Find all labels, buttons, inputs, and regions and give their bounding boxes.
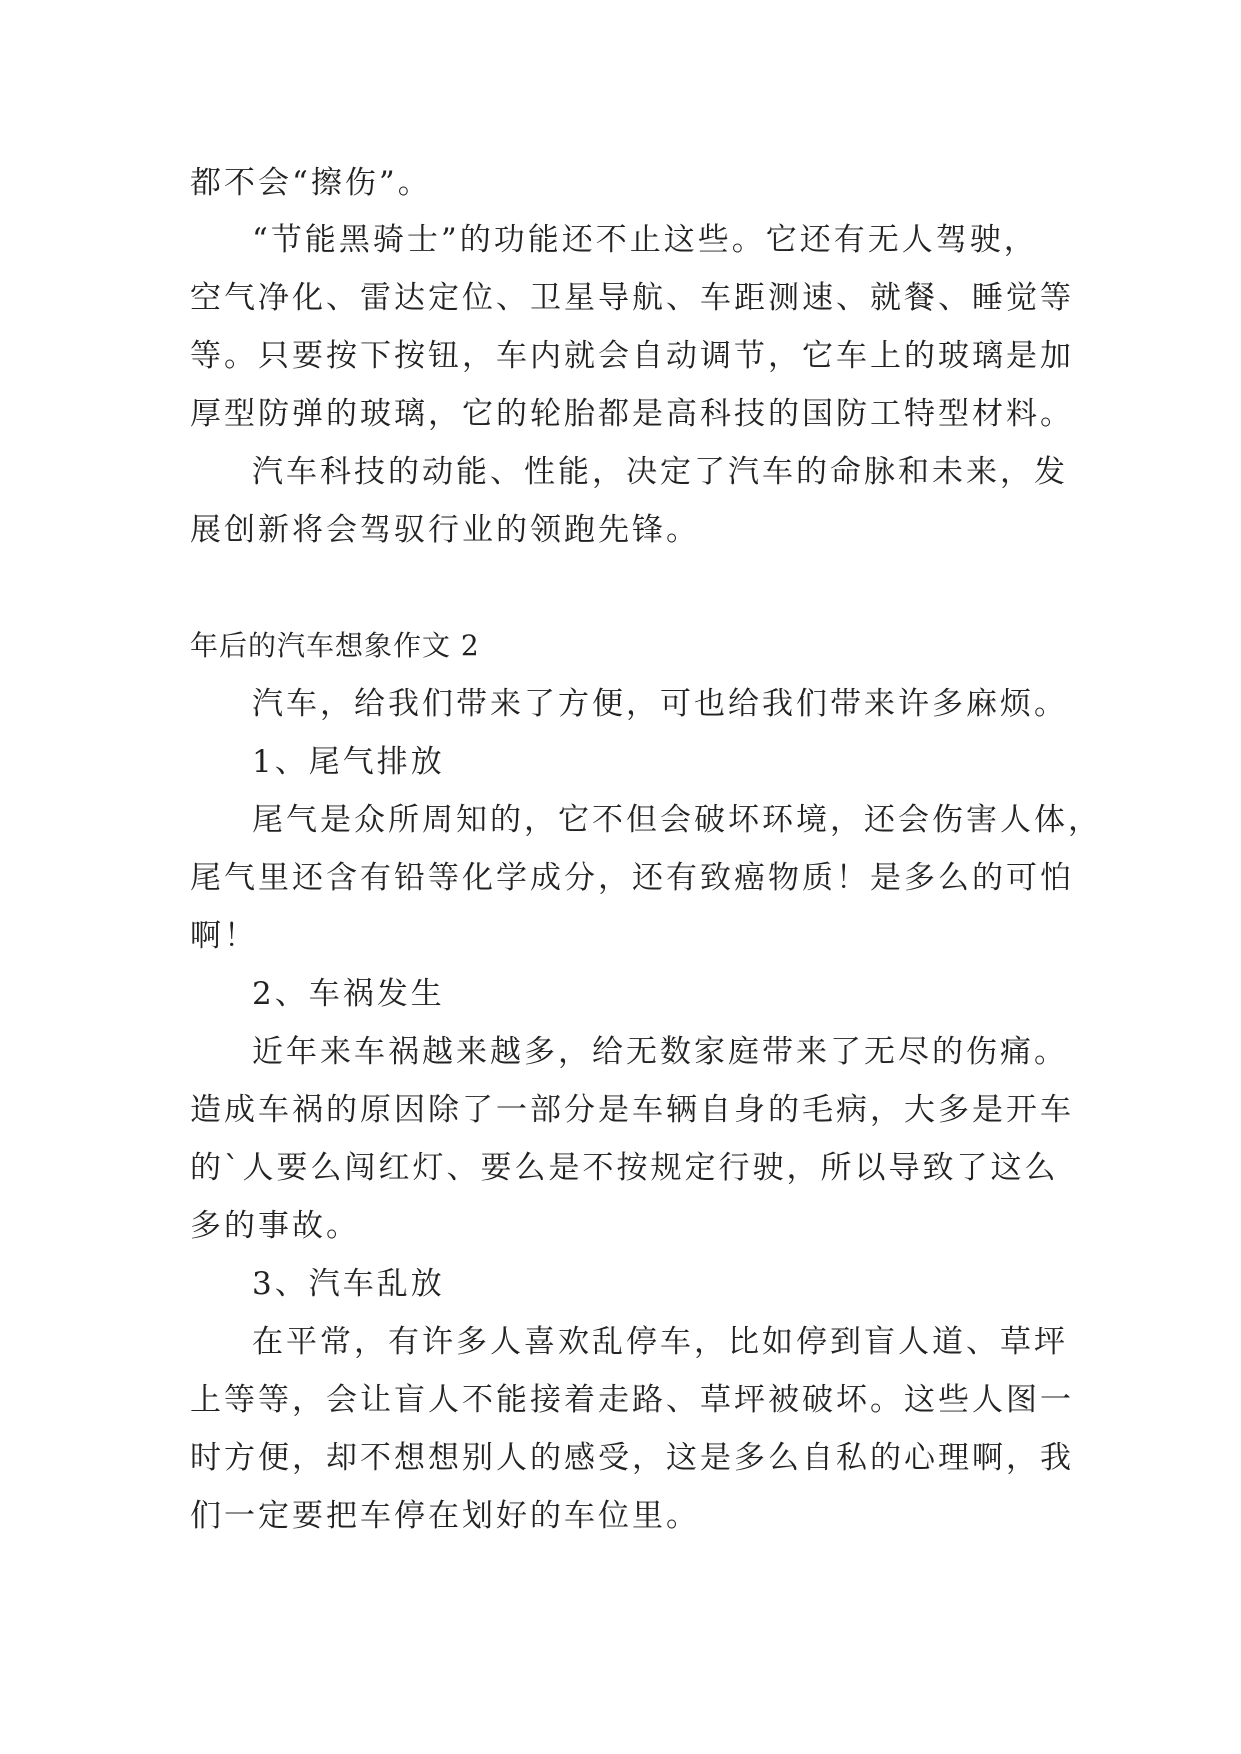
paragraph-line: 展创新将会驾驭行业的领跑先锋。 xyxy=(190,512,700,548)
list-heading: 2、车祸发生 xyxy=(252,976,445,1012)
paragraph-line: 时方便，却不想想别人的感受，这是多么自私的心理啊，我 xyxy=(190,1440,1074,1476)
paragraph-line: 尾气里还含有铅等化学成分，还有致癌物质！是多么的可怕 xyxy=(190,860,1074,896)
paragraph-line: 啊！ xyxy=(190,918,258,954)
paragraph-line: 在平常，有许多人喜欢乱停车，比如停到盲人道、草坪 xyxy=(252,1324,1068,1360)
list-heading: 3、汽车乱放 xyxy=(252,1266,445,1302)
paragraph-line: 们一定要把车停在划好的车位里。 xyxy=(190,1498,700,1534)
paragraph-line: 汽车，给我们带来了方便，可也给我们带来许多麻烦。 xyxy=(252,686,1068,722)
paragraph-line: 空气净化、雷达定位、卫星导航、车距测速、就餐、睡觉等 xyxy=(190,280,1074,316)
paragraph-line: 的`人要么闯红灯、要么是不按规定行驶，所以导致了这么 xyxy=(190,1150,1059,1186)
paragraph-line: 尾气是众所周知的，它不但会破坏环境，还会伤害人体， xyxy=(252,802,1102,838)
paragraph-line: 等。只要按下按钮，车内就会自动调节，它车上的玻璃是加 xyxy=(190,338,1074,374)
paragraph-line: 上等等，会让盲人不能接着走路、草坪被破坏。这些人图一 xyxy=(190,1382,1074,1418)
paragraph-line: 造成车祸的原因除了一部分是车辆自身的毛病，大多是开车 xyxy=(190,1092,1074,1128)
paragraph-line: 近年来车祸越来越多，给无数家庭带来了无尽的伤痛。 xyxy=(252,1034,1068,1070)
paragraph-line: 厚型防弹的玻璃，它的轮胎都是高科技的国防工特型材料。 xyxy=(190,396,1074,432)
paragraph-line: 汽车科技的动能、性能，决定了汽车的命脉和未来，发 xyxy=(252,454,1068,490)
section-title: 年后的汽车想象作文 2 xyxy=(190,629,480,662)
paragraph-line: 多的事故。 xyxy=(190,1208,360,1244)
paragraph-line: “节能黑骑士”的功能还不止这些。它还有无人驾驶， xyxy=(252,222,1038,258)
list-heading: 1、尾气排放 xyxy=(252,744,445,780)
paragraph-line: 都不会“擦伤”。 xyxy=(190,165,432,201)
